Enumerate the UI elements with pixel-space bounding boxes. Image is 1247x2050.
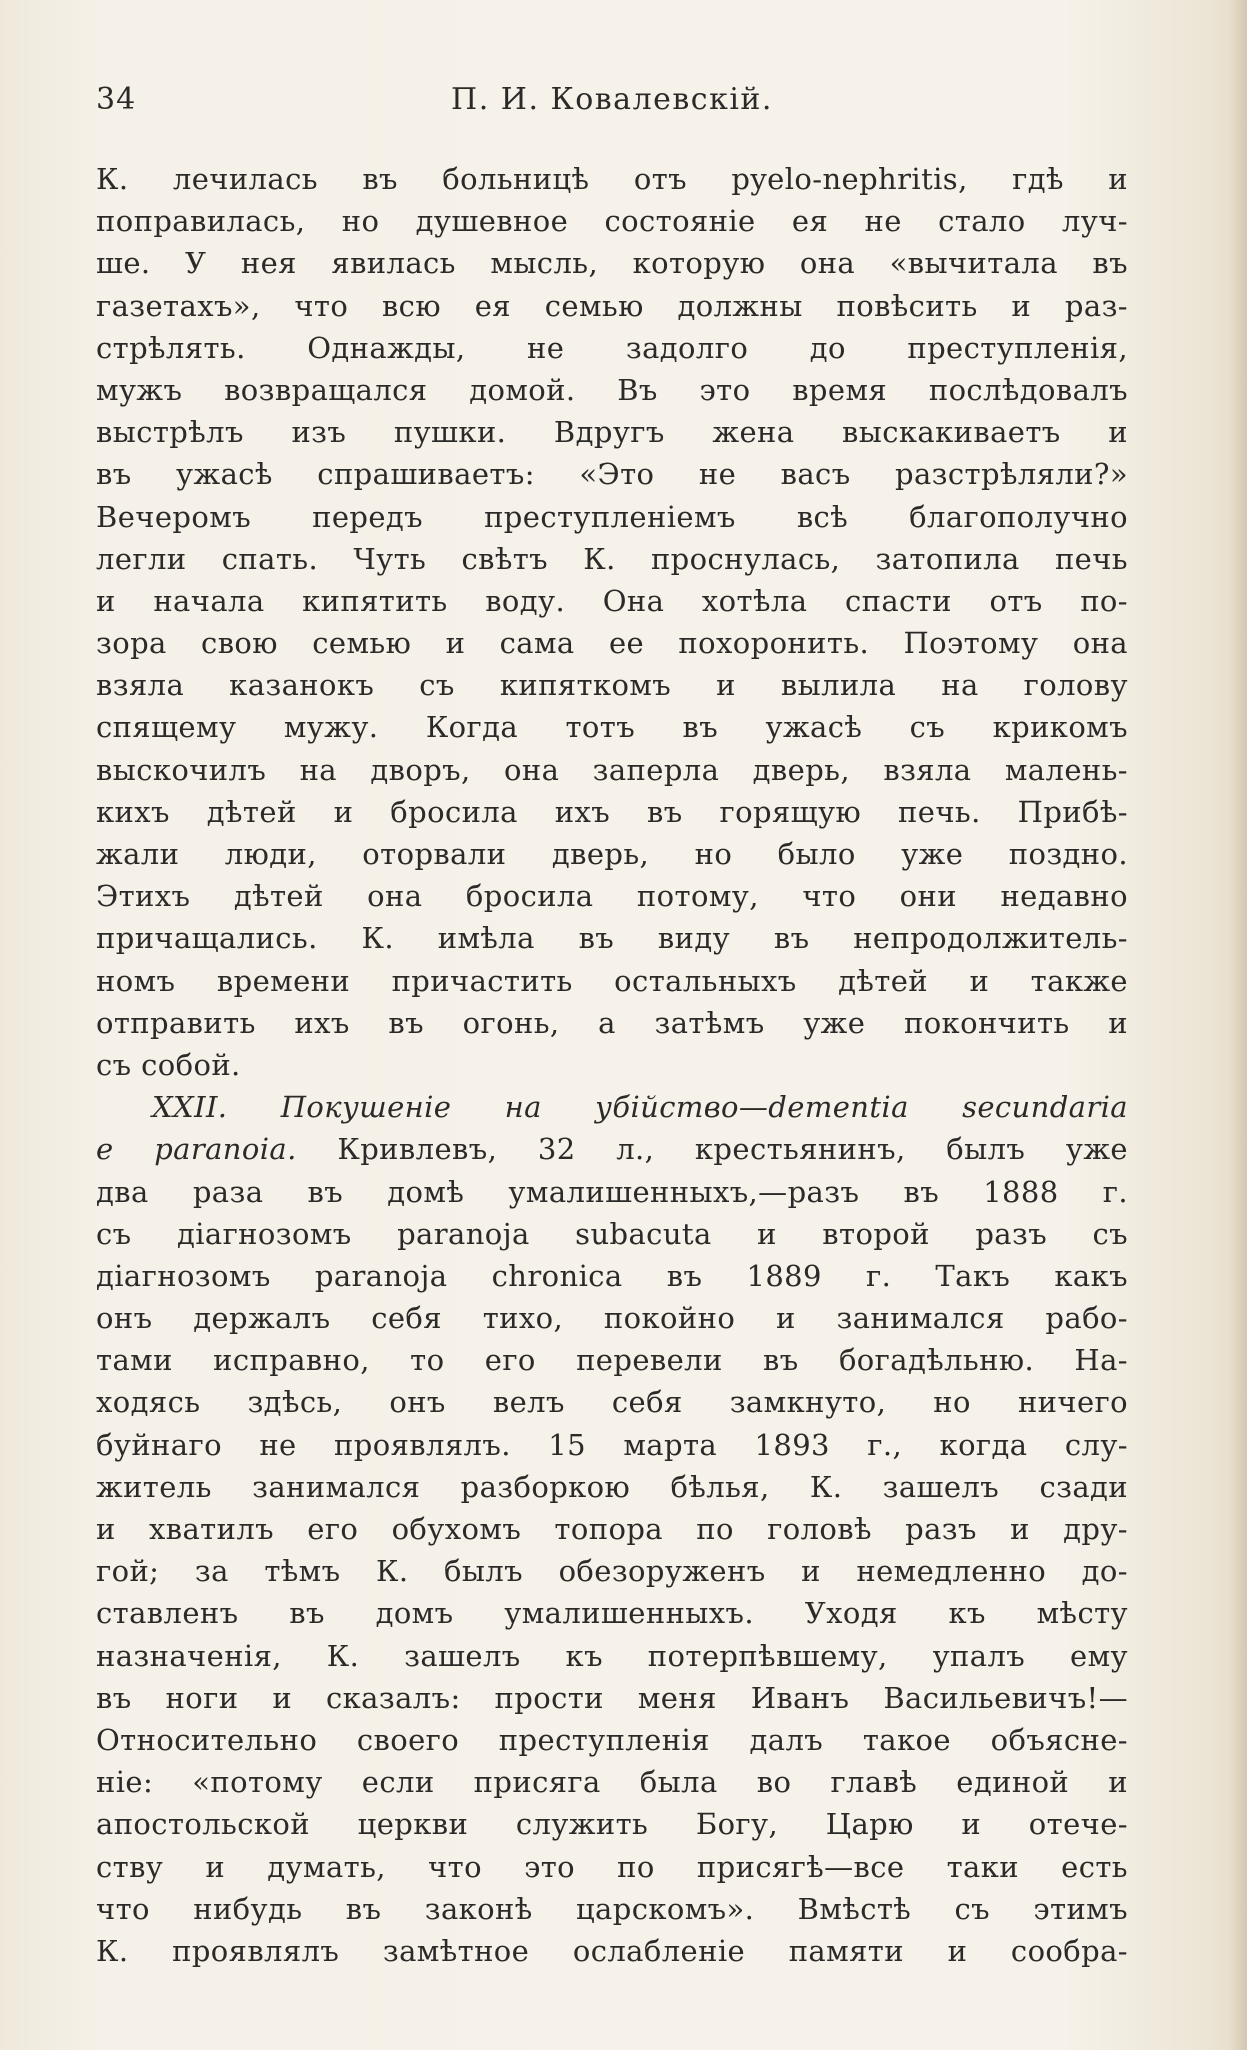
text-line: жали люди, оторвали дверь, но было уже поздно.	[96, 837, 1128, 871]
section-body-start: Кривлевъ, 32 л., крестьянинъ, былъ уже	[296, 1132, 1128, 1167]
body-text	[96, 158, 1128, 1972]
text-line: съ діагнозомъ paranoja subacuta и второй разъ съ	[96, 1216, 1128, 1251]
text-line: діагнозомъ paranoja chronica въ 1889 г. Такъ какъ	[96, 1258, 1128, 1293]
text-line: ніе: «потому если присяга была во главѣ единой и	[96, 1765, 1128, 1800]
section-heading-italic: XXII. Покушеніе на убійство—dementia secundaria	[152, 1090, 1128, 1125]
text-line: буйнаго не проявлялъ. 15 марта 1893 г., когда слу-	[96, 1427, 1128, 1462]
text-line: зора свою семью и сама ее похоронить. Поэтому она	[96, 626, 1128, 661]
text-line: поправилась, но душевное состояніе ея не стало луч-	[96, 204, 1128, 239]
text-line: съ собой.	[96, 1047, 241, 1082]
text-line: въ ноги и сказалъ: прости меня Иванъ Васильевичъ!—	[96, 1680, 1128, 1715]
text-line: ству и думать, что это по присягѣ—все таки есть	[96, 1849, 1128, 1884]
text-line: ставленъ въ домъ умалишенныхъ. Уходя къ мѣсту	[96, 1596, 1128, 1631]
text-line: Вечеромъ передъ преступленіемъ всѣ благополучно	[96, 499, 1128, 534]
text-line: спящему мужу. Когда тотъ въ ужасѣ съ крикомъ	[96, 710, 1128, 745]
text-line: въ ужасѣ спрашиваетъ: «Это не васъ разстрѣляли?»	[96, 457, 1128, 492]
section-heading-italic: e paranoia.	[96, 1132, 297, 1167]
text-line: житель занимался разборкою бѣлья, К. зашелъ сзади	[96, 1469, 1128, 1504]
text-line: два раза въ домѣ умалишенныхъ,—разъ въ 1888 г.	[96, 1174, 1128, 1209]
text-line: легли спать. Чуть свѣтъ К. проснулась, затопила печь	[96, 541, 1128, 576]
page-edge-shadow	[1229, 0, 1247, 2050]
text-line: взяла казанокъ съ кипяткомъ и вылила на голову	[96, 668, 1128, 703]
text-line: К. проявлялъ замѣтное ослабленіе памяти и сообра-	[96, 1933, 1128, 1968]
text-line: выскочилъ на дворъ, она заперла дверь, взяла малень-	[96, 752, 1128, 787]
text-line: онъ держалъ себя тихо, покойно и занимался рабо-	[96, 1301, 1128, 1336]
text-line: выстрѣлъ изъ пушки. Вдругъ жена выскакиваетъ и	[96, 415, 1128, 450]
page-header	[96, 82, 1128, 126]
section-heading-line	[96, 1086, 1128, 1128]
text-line: номъ времени причастить остальныхъ дѣтей и также	[96, 963, 1128, 998]
text-line: ше. У нея явилась мысль, которую она «вычитала въ	[96, 246, 1128, 281]
text-line: что нибудь въ законѣ царскомъ». Вмѣстѣ съ этимъ	[96, 1891, 1128, 1926]
text-line: Относительно своего преступленія далъ такое объясне-	[96, 1722, 1128, 1757]
text-line: гой; за тѣмъ К. былъ обезоруженъ и немедленно до-	[96, 1554, 1128, 1589]
text-line: и начала кипятить воду. Она хотѣла спасти отъ по-	[96, 583, 1128, 618]
text-line: тами исправно, то его перевели въ богадѣльню. На-	[96, 1343, 1128, 1378]
text-line: Этихъ дѣтей она бросила потому, что они недавно	[96, 879, 1128, 914]
text-line: причащались. К. имѣла въ виду въ непродолжитель-	[96, 921, 1128, 956]
text-line: кихъ дѣтей и бросила ихъ въ горящую печь. Прибѣ-	[96, 794, 1128, 829]
text-line: и хватилъ его обухомъ топора по головѣ разъ и дру-	[96, 1512, 1128, 1546]
text-line: газетахъ», что всю ея семью должны повѣсить и раз-	[96, 288, 1128, 323]
running-head: П. И. Ковалевскій.	[451, 82, 773, 117]
page-number: 34	[96, 82, 137, 117]
text-line: ходясь здѣсь, онъ велъ себя замкнуто, но ничего	[96, 1385, 1128, 1420]
text-line: стрѣлять. Однажды, не задолго до преступленія,	[96, 330, 1128, 365]
text-line: отправить ихъ въ огонь, а затѣмъ уже покончить и	[96, 1005, 1128, 1040]
text-line: мужъ возвращался домой. Въ это время послѣдовалъ	[96, 372, 1128, 407]
text-line: апостольской церкви служить Богу, Царю и отече-	[96, 1807, 1128, 1842]
section-heading-line	[96, 1128, 1128, 1170]
text-line: назначенія, К. зашелъ къ потерпѣвшему, упалъ ему	[96, 1638, 1128, 1673]
text-line: К. лечилась въ больницѣ отъ pyelo-nephritis, гдѣ и	[96, 162, 1128, 196]
